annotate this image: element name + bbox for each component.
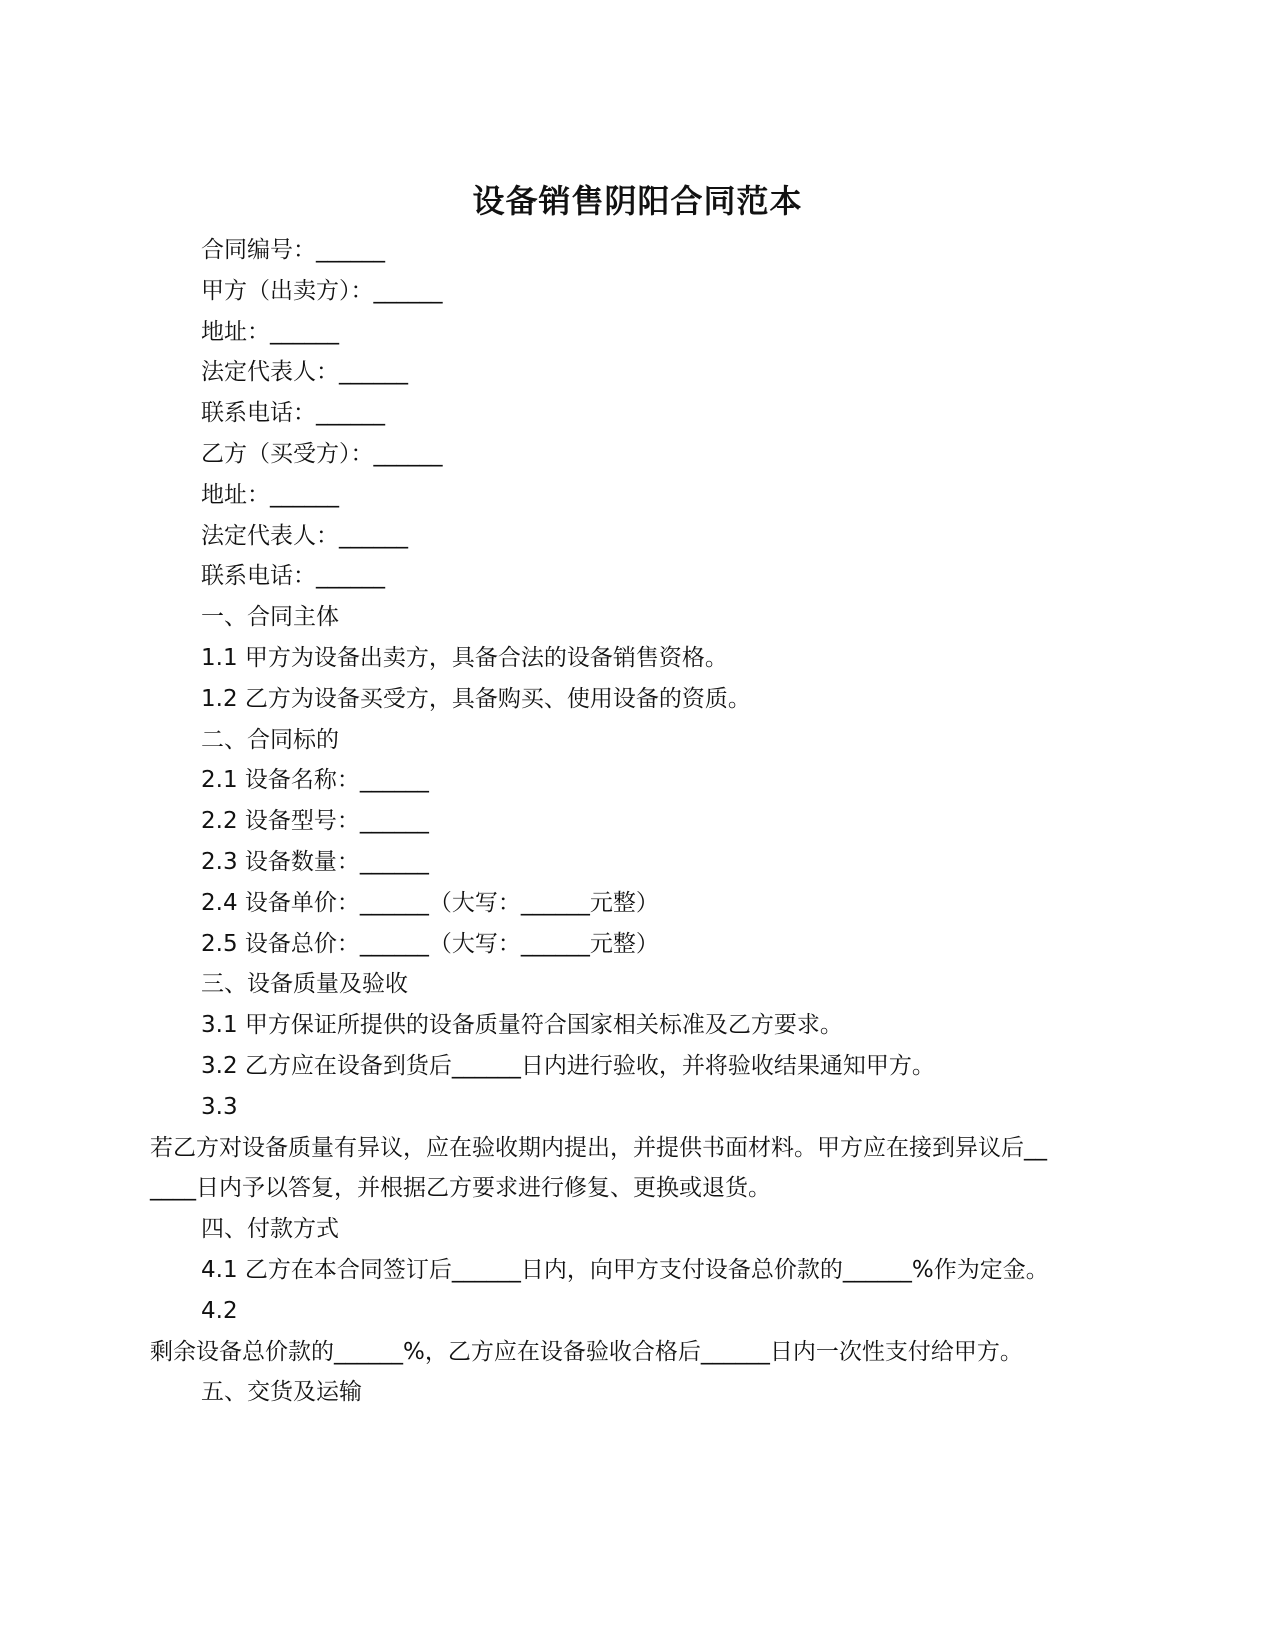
document-line: 3.2 乙方应在设备到货后______日内进行验收，并将验收结果通知甲方。: [201, 1053, 935, 1079]
document-line: 2.5 设备总价：______（大写：______元整）: [201, 930, 659, 957]
document-line: 1.1 甲方为设备出卖方，具备合法的设备销售资格。: [201, 645, 728, 671]
document-line: 地址：______: [201, 481, 339, 508]
document-line: 一、合同主体: [201, 604, 339, 631]
document-line: 4.1 乙方在本合同签订后______日内，向甲方支付设备总价款的______%作为定金。: [201, 1257, 1049, 1283]
document-line: 剩余设备总价款的______%，乙方应在设备验收合格后______日内一次性支付给甲方。: [150, 1338, 1023, 1365]
document-line: 2.1 设备名称：______: [201, 767, 429, 794]
document-line: 1.2 乙方为设备买受方，具备购买、使用设备的资质。: [201, 685, 751, 712]
document-line: 2.3 设备数量：______: [201, 849, 429, 875]
document-line: 3.1 甲方保证所提供的设备质量符合国家相关标准及乙方要求。: [201, 1012, 843, 1039]
document-line: 五、交货及运输: [201, 1379, 362, 1406]
document-line: 若乙方对设备质量有异议，应在验收期内提出，并提供书面材料。甲方应在接到异议后__: [150, 1134, 1047, 1161]
document-line: 乙方（买受方）：______: [201, 441, 443, 467]
document-line: 2.2 设备型号：______: [201, 808, 429, 835]
document-line: 三、设备质量及验收: [201, 971, 408, 998]
document-line: 法定代表人：______: [201, 522, 408, 549]
document-line: 四、付款方式: [201, 1216, 339, 1243]
document-line: 甲方（出卖方）：______: [201, 277, 443, 304]
document-title: 设备销售阴阳合同范本: [472, 182, 803, 220]
document-line: 地址：______: [201, 318, 339, 345]
document-line: 联系电话：______: [201, 400, 385, 427]
document-line: 合同编号：______: [201, 237, 385, 263]
document-line: 4.2: [201, 1297, 238, 1324]
document-line: 2.4 设备单价：______（大写：______元整）: [201, 889, 659, 916]
document-line: ____日内予以答复，并根据乙方要求进行修复、更换或退货。: [150, 1175, 771, 1202]
document-line: 法定代表人：______: [201, 359, 408, 386]
document-line: 联系电话：______: [201, 563, 385, 590]
document-line: 二、合同标的: [201, 726, 339, 753]
document-line: 3.3: [201, 1093, 238, 1120]
